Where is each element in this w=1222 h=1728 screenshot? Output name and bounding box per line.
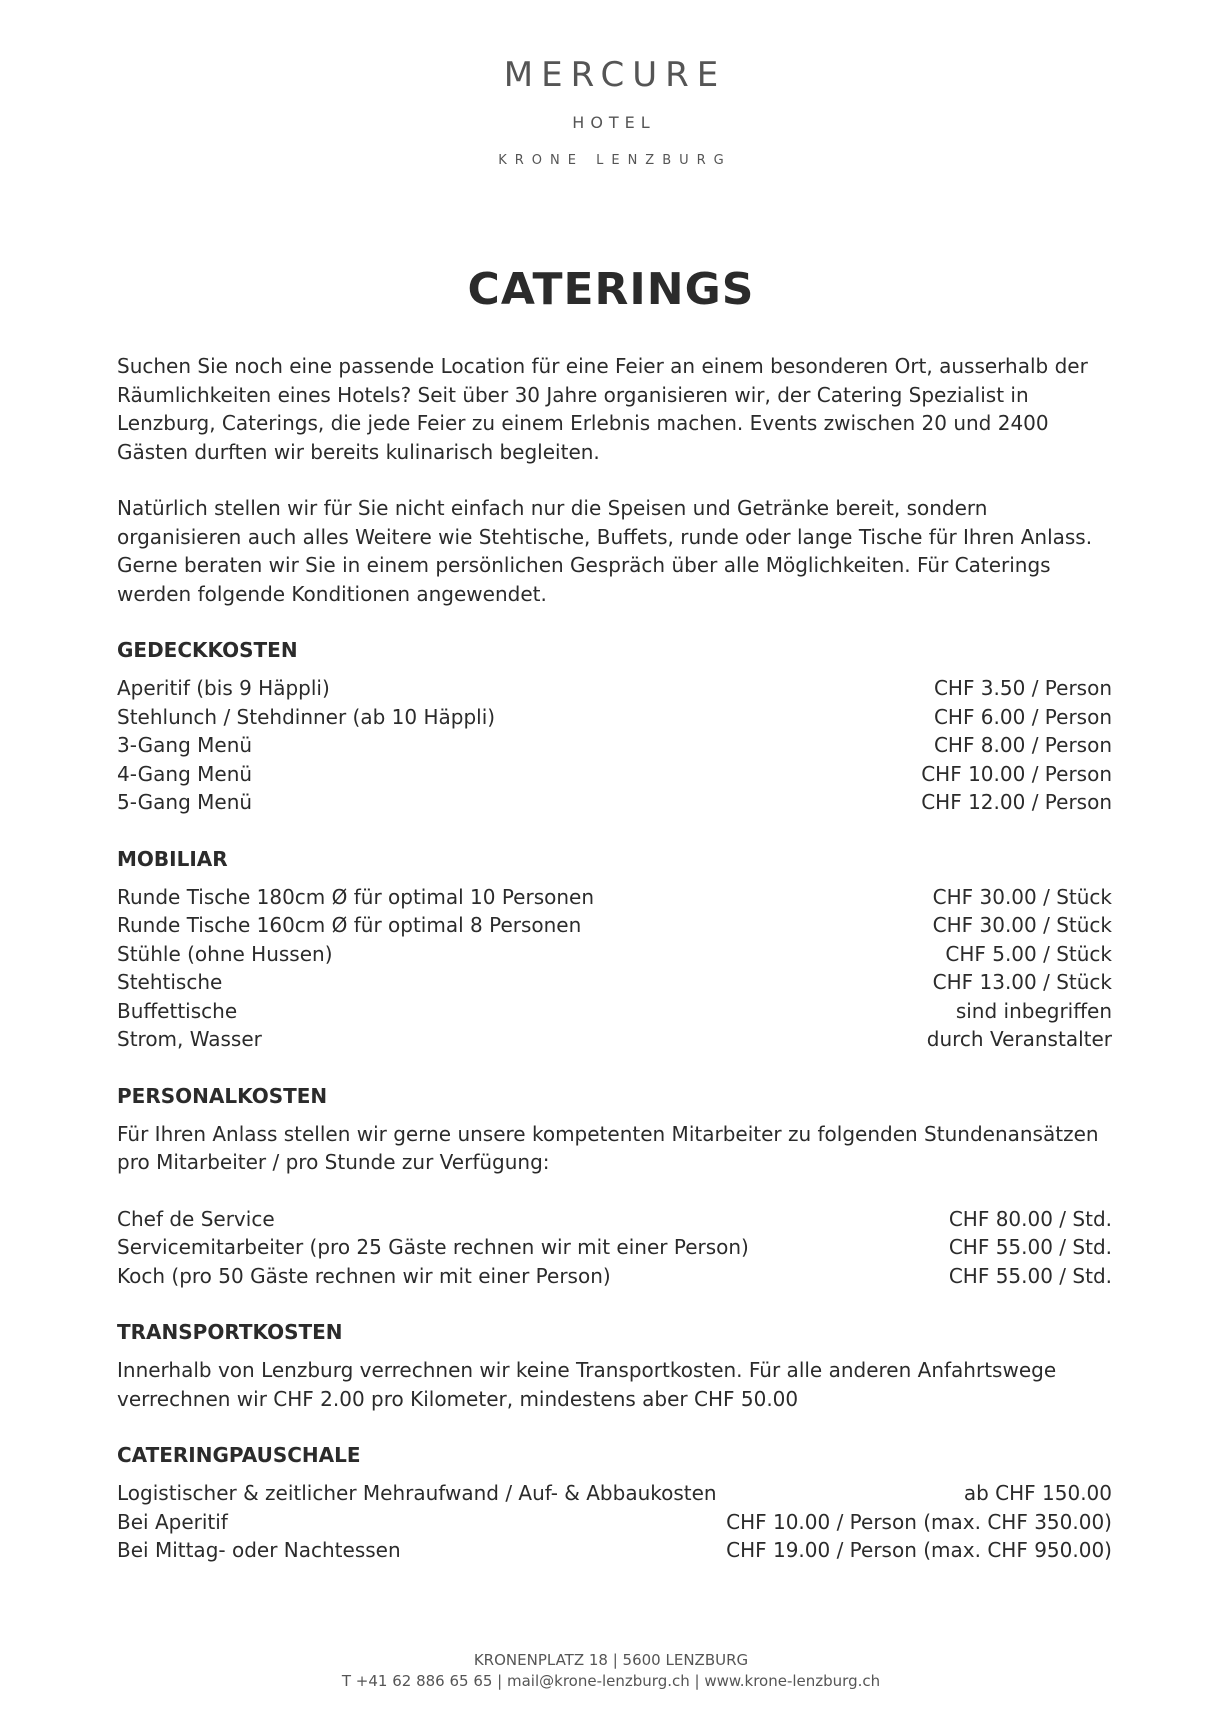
item-label: Bei Mittag- oder Nachtessen [117, 1538, 401, 1562]
item-label: Chef de Service [117, 1206, 275, 1231]
price-list-gedeck [117, 674, 1112, 817]
list-item [117, 997, 1112, 1026]
list-item [117, 968, 1112, 997]
item-label: Runde Tische 180cm Ø für optimal 10 Personen [117, 884, 595, 909]
list-item [117, 940, 1112, 969]
item-price: CHF 5.00 / Stück [945, 941, 1112, 966]
item-price: CHF 30.00 / Stück [932, 884, 1112, 909]
item-label: Koch (pro 50 Gäste rechnen wir mit einer Person) [117, 1263, 611, 1288]
list-item [117, 788, 1112, 817]
logo-brand: MERCURE [503, 55, 727, 95]
item-label: Buffettische [117, 998, 238, 1023]
item-price: CHF 12.00 / Person [921, 790, 1112, 814]
item-price: durch Veranstalter [926, 1027, 1112, 1051]
section-heading-transport: TRANSPORTKOSTEN [117, 1320, 343, 1344]
list-item [117, 1025, 1112, 1054]
item-price: CHF 3.50 / Person [933, 676, 1112, 700]
price-list-mobiliar [117, 883, 1112, 1054]
list-item [117, 760, 1112, 789]
page-title: CATERINGS [467, 264, 755, 315]
list-item [117, 883, 1112, 912]
main-content [117, 352, 1112, 1593]
list-item [117, 1205, 1112, 1234]
section-heading-personal: PERSONALKOSTEN [117, 1083, 328, 1108]
section-heading-gedeck: GEDECKKOSTEN [117, 638, 298, 662]
item-label: Runde Tische 160cm Ø für optimal 8 Personen [117, 913, 582, 937]
transport-description: Innerhalb von Lenzburg verrechnen wir keine Transportkosten. Für alle anderen Anfahrtswege verrechnen wir CHF 2.00 pro Kilometer, mindestens aber CHF 50.00 [117, 1358, 1057, 1411]
item-price: CHF 10.00 / Person [921, 761, 1112, 786]
item-label: 5-Gang Menü [117, 790, 253, 814]
personal-description: Für Ihren Anlass stellen wir gerne unsere kompetenten Mitarbeiter zu folgenden Stundenansätzen pro Mitarbeiter / pro Stunde zur Verfügung: [117, 1121, 1099, 1174]
list-item [117, 731, 1112, 760]
item-label: Stehlunch / Stehdinner (ab 10 Häppli) [117, 704, 496, 729]
footer-contact: T +41 62 886 65 65 | mail@krone-lenzburg.ch | www.krone-lenzburg.ch [341, 1672, 881, 1690]
intro-paragraph-1: Suchen Sie noch eine passende Location für eine Feier an einem besonderen Ort, ausserhalb der Räumlichkeiten eines Hotels? Seit über 30 Jahre organisieren wir, der Catering Spezialist in Lenzburg, Caterings, die jede Feier zu einem Erlebnis machen. Events zwischen 20 und 2400 Gästen durften wir bereits kulinarisch begleiten. [117, 354, 1088, 464]
item-label: Logistischer & zeitlicher Mehraufwand / Auf- & Abbaukosten [117, 1481, 717, 1505]
section-heading-mobiliar: MOBILIAR [117, 846, 228, 871]
item-price: CHF 10.00 / Person (max. CHF 350.00) [726, 1509, 1112, 1534]
section-heading-pauschale: CATERINGPAUSCHALE [117, 1443, 361, 1467]
item-price: CHF 55.00 / Std. [948, 1235, 1112, 1259]
list-item [117, 1233, 1112, 1262]
list-item [117, 1536, 1112, 1565]
item-price: CHF 55.00 / Std. [948, 1263, 1112, 1288]
logo-hotel: HOTEL [572, 113, 656, 132]
list-item [117, 1479, 1112, 1508]
list-item [117, 1262, 1112, 1291]
item-label: Stehtische [117, 970, 223, 994]
item-price: ab CHF 150.00 [963, 1481, 1112, 1505]
item-price: sind inbegriffen [955, 998, 1112, 1023]
item-price: CHF 13.00 / Stück [932, 970, 1112, 994]
item-label: Servicemitarbeiter (pro 25 Gäste rechnen wir mit einer Person) [117, 1235, 749, 1259]
price-list-personal [117, 1205, 1112, 1291]
item-label: Aperitif (bis 9 Häppli) [117, 676, 330, 700]
item-price: CHF 6.00 / Person [933, 704, 1112, 729]
item-label: 4-Gang Menü [117, 761, 253, 786]
footer-address: KRONENPLATZ 18 | 5600 LENZBURG [473, 1651, 749, 1669]
item-price: CHF 19.00 / Person (max. CHF 950.00) [726, 1538, 1112, 1562]
logo-location: KRONE LENZBURG [498, 153, 732, 168]
item-price: CHF 30.00 / Stück [932, 913, 1112, 937]
item-label: Strom, Wasser [117, 1027, 262, 1051]
item-price: CHF 80.00 / Std. [948, 1206, 1112, 1231]
item-label: 3-Gang Menü [117, 733, 253, 757]
list-item [117, 703, 1112, 732]
hotel-logo [0, 55, 1222, 169]
item-price: CHF 8.00 / Person [933, 733, 1112, 757]
intro-paragraph-2: Natürlich stellen wir für Sie nicht einfach nur die Speisen und Getränke bereit, sondern organisieren auch alles Weitere wie Stehtische, Buffets, runde oder lange Tische für Ihren Anlass. Gerne beraten wir Sie in einem persönlichen Gespräch über alle Möglichkeiten. Für Caterings werden folgende Konditionen angewendet. [117, 496, 1093, 606]
list-item [117, 674, 1112, 703]
list-item [117, 1508, 1112, 1537]
price-list-pauschale [117, 1479, 1112, 1565]
item-label: Stühle (ohne Hussen) [117, 941, 333, 966]
list-item [117, 911, 1112, 940]
item-label: Bei Aperitif [117, 1509, 228, 1534]
page-footer [0, 1650, 1222, 1692]
